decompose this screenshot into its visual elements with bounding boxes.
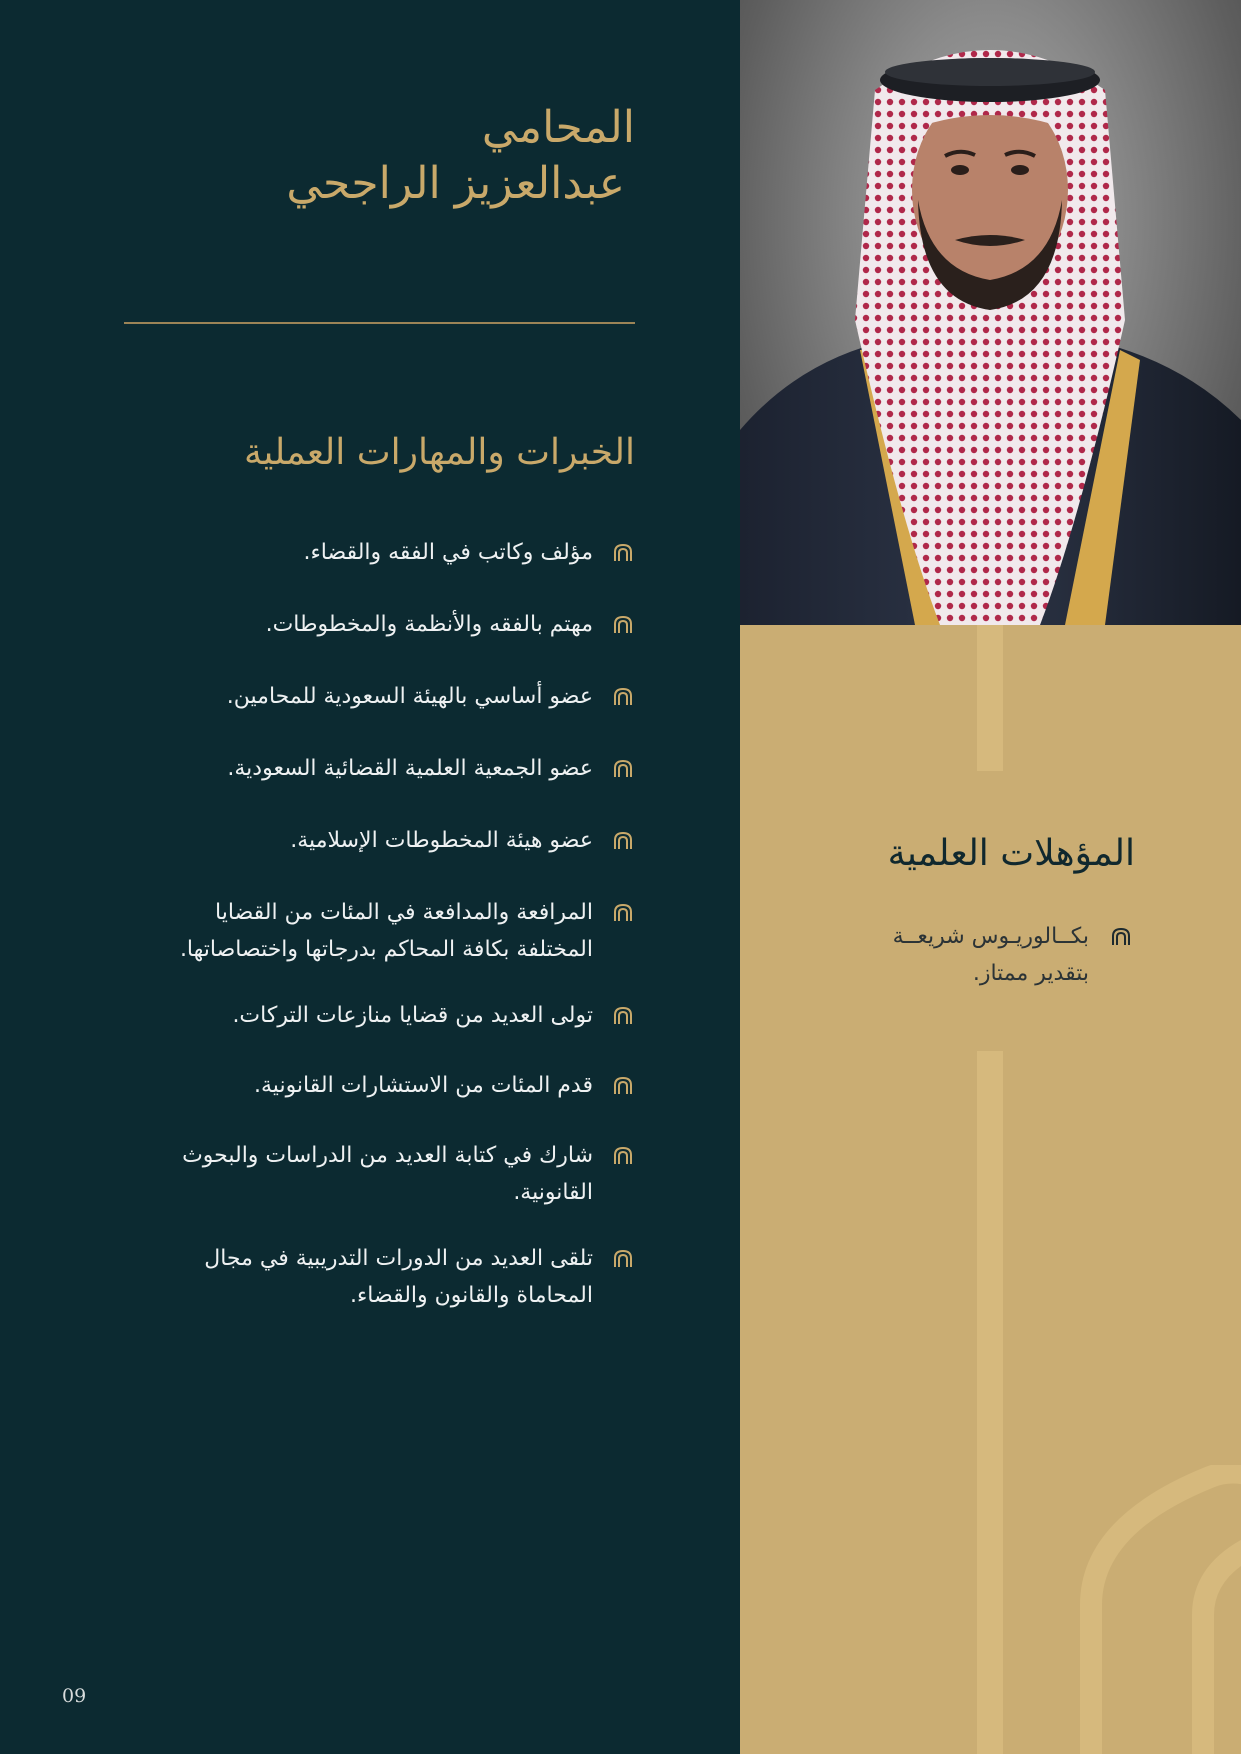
list-item [845, 918, 1135, 992]
arch-bullet-icon [613, 1006, 633, 1026]
portrait-illustration [740, 0, 1241, 625]
qualifications-list [845, 918, 1135, 992]
list-item [155, 997, 635, 1034]
list-item [155, 534, 635, 571]
list-item [155, 678, 635, 715]
arch-bullet-icon [613, 1249, 633, 1269]
arch-ornament-icon [1075, 1465, 1241, 1754]
list-item [155, 750, 635, 787]
list-item-text: عضو هيئة المخطوطات الإسلامية. [290, 828, 593, 853]
list-item-text: شارك في كتابة العديد من الدراسات والبحوث القانونية. [182, 1143, 593, 1205]
arch-bullet-icon [613, 759, 633, 779]
list-item-text: مؤلف وكاتب في الفقه والقضاء. [303, 540, 593, 565]
list-item-text: قدم المئات من الاستشارات القانونية. [254, 1073, 593, 1098]
page-number: 09 [62, 1685, 87, 1707]
divider [124, 322, 635, 324]
experience-list [155, 534, 635, 1314]
list-item-text: عضو أساسي بالهيئة السعودية للمحامين. [226, 684, 593, 709]
title-line-2: عبدالعزيز الراجحي [286, 158, 625, 209]
list-item-text: بكــالوريـوس شريعــة بتقدير ممتاز. [892, 924, 1089, 986]
title-line-1: المحامي [481, 102, 635, 153]
list-item [155, 1137, 635, 1211]
arch-bullet-icon [1111, 927, 1131, 947]
list-item [155, 1240, 635, 1314]
portrait-photo [740, 0, 1241, 625]
arch-bullet-icon [613, 831, 633, 851]
list-item-text: عضو الجمعية العلمية القضائية السعودية. [227, 756, 593, 781]
qualifications-heading: المؤهلات العلمية [887, 833, 1135, 874]
decorative-bar [977, 1051, 1003, 1754]
list-item-text: مهتم بالفقه والأنظمة والمخطوطات. [265, 612, 593, 637]
list-item [155, 822, 635, 859]
experience-heading: الخبرات والمهارات العملية [244, 432, 635, 473]
list-item [155, 894, 635, 968]
arch-bullet-icon [613, 1076, 633, 1096]
page-title [115, 100, 635, 212]
arch-bullet-icon [613, 687, 633, 707]
list-item-text: تلقى العديد من الدورات التدريبية في مجال المحاماة والقانون والقضاء. [204, 1246, 593, 1308]
arch-bullet-icon [613, 903, 633, 923]
list-item [155, 1067, 635, 1104]
list-item-text: المرافعة والمدافعة في المئات من القضايا المختلفة بكافة المحاكم بدرجاتها واختصاصاتها. [179, 900, 593, 962]
arch-bullet-icon [613, 543, 633, 563]
list-item [155, 606, 635, 643]
list-item-text: تولى العديد من قضايا منازعات التركات. [232, 1003, 593, 1028]
arch-bullet-icon [613, 615, 633, 635]
arch-bullet-icon [613, 1146, 633, 1166]
decorative-bar [977, 625, 1003, 771]
qualifications-panel [740, 625, 1241, 1754]
